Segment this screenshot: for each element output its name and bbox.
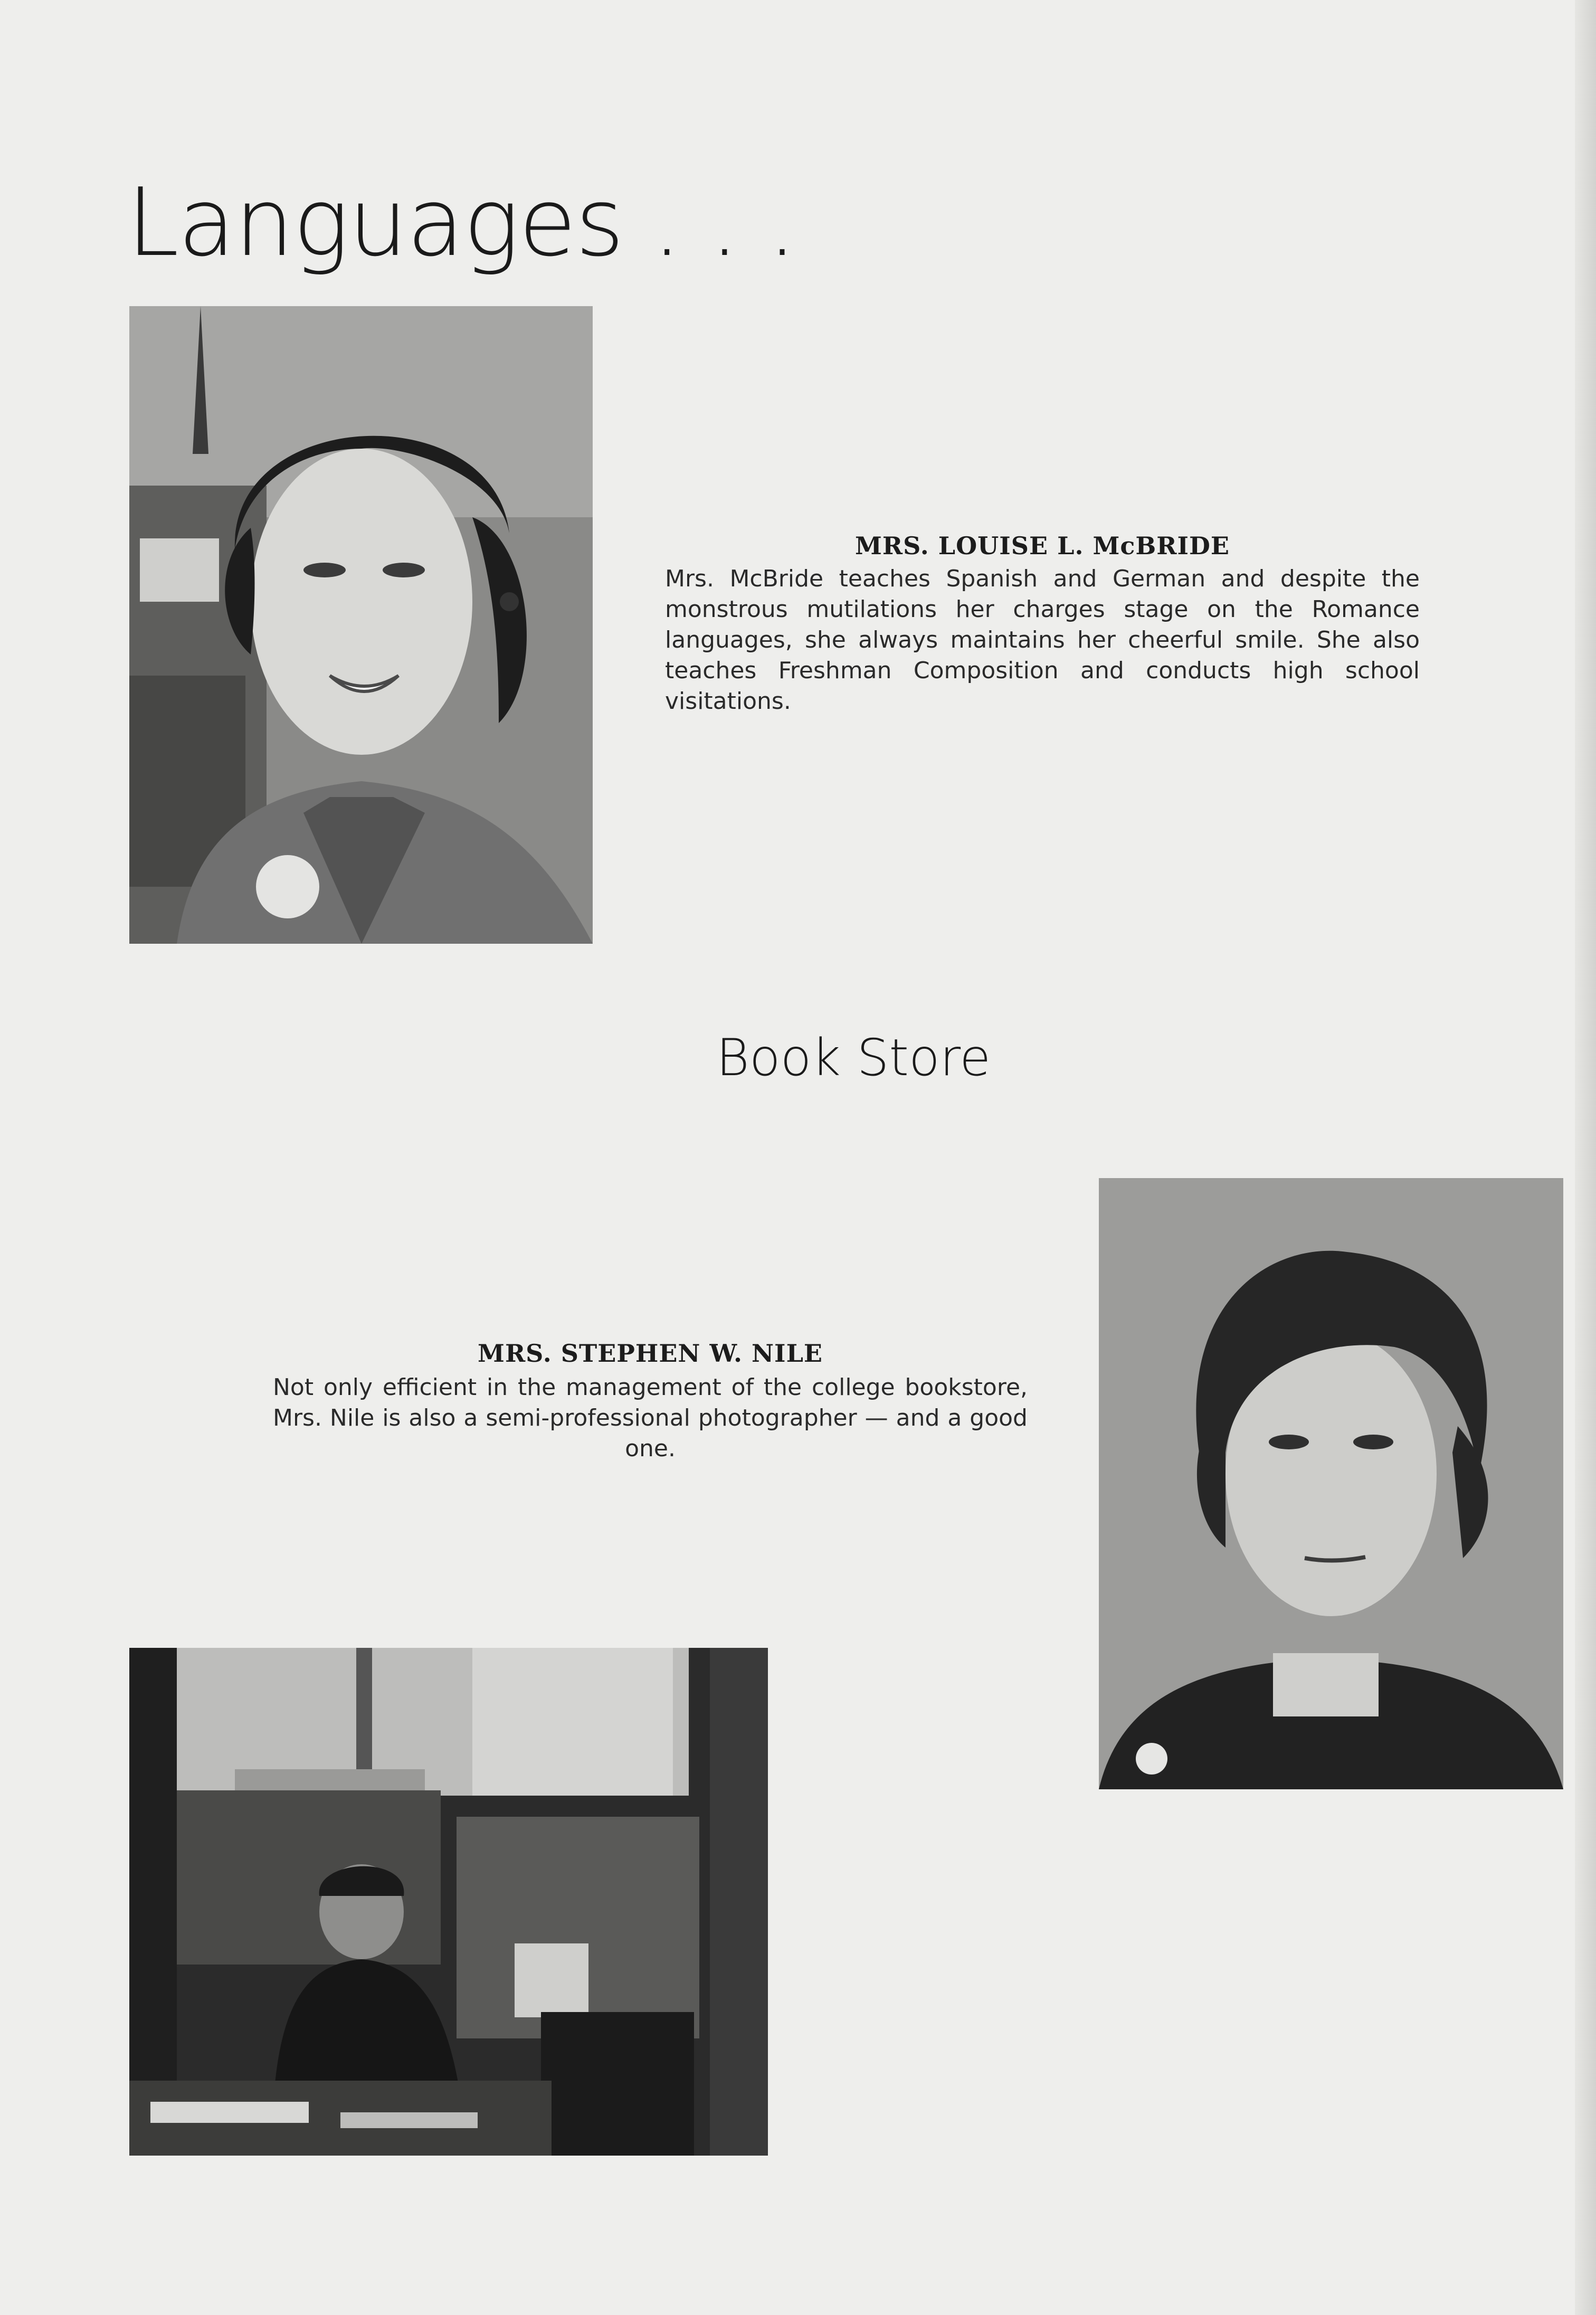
nile-name: MRS. STEPHEN W. NILE	[478, 1339, 823, 1368]
nile-portrait-photo	[1099, 1178, 1563, 1789]
bookstore-interior-photo	[129, 1648, 768, 2156]
mcbride-name: MRS. LOUISE L. McBRIDE	[855, 532, 1230, 560]
mcbride-portrait-image	[129, 306, 593, 944]
languages-heading: Languages . . .	[127, 168, 796, 277]
nile-bio: Not only efficient in the management of the college bookstore, Mrs. Nile is also a semi-professional photographer — and a good one.	[273, 1374, 1028, 1462]
mcbride-bio: Mrs. McBride teaches Spanish and German and despite the monstrous mutilations her charges stage on the Romance languages, she always maintains her cheerful smile. She also teaches Freshman Composition and conducts high school visitations.	[665, 565, 1420, 715]
page-edge	[1575, 0, 1596, 2315]
bookstore-interior-image	[129, 1648, 768, 2156]
nile-portrait-image	[1099, 1178, 1563, 1789]
bookstore-heading: Book Store	[716, 1028, 991, 1087]
mcbride-portrait-photo	[129, 306, 593, 944]
